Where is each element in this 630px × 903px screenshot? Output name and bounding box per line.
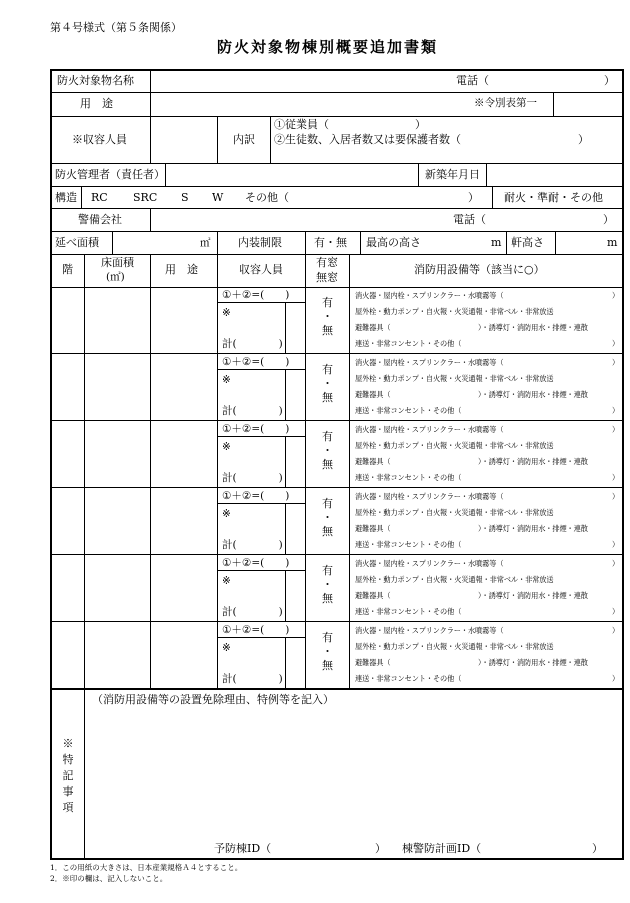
vline [150, 69, 151, 163]
row-equipment-line4: 連送・非常コンセント・その他（ [355, 473, 462, 482]
paren-close: ） [612, 406, 620, 415]
vline [81, 186, 82, 208]
paren-close: ） [612, 291, 620, 300]
hline [50, 231, 623, 232]
label-building-name: 防火対象物名称 [57, 74, 134, 87]
col-area: 床面積 [101, 256, 134, 269]
cap-divider [217, 436, 305, 437]
label-breakdown: 内訳 [233, 133, 255, 146]
col-capacity: 収容人員 [239, 263, 283, 276]
row-capacity-total: 計( ) [222, 539, 283, 551]
vline [150, 254, 151, 689]
row-capacity-mark: ※ [222, 307, 231, 319]
vline [349, 254, 350, 689]
vline [84, 254, 85, 689]
vline [217, 254, 218, 689]
cap-divider [285, 369, 286, 420]
row-window-no: 無 [322, 592, 333, 605]
label-fire-manager: 防火管理者（責任者） [55, 168, 165, 181]
frame-left [50, 69, 52, 859]
frame-bottom [50, 858, 624, 860]
row-window-yes: 有 [322, 296, 333, 309]
label-ordinance-table: ※令別表第一 [474, 97, 537, 109]
row-capacity-mark: ※ [222, 642, 231, 654]
paren-close: ） [612, 559, 620, 568]
structure-rc: RC [91, 191, 108, 204]
row-equipment-line3b: ）・誘導灯・消防用水・排煙・連散 [478, 457, 588, 466]
vline [492, 186, 493, 208]
label-police-id: 棟警防計画ID（ [402, 842, 482, 855]
row-capacity-sum: ①＋②=( ) [222, 557, 290, 569]
row-equipment-line3: 避難器具（ [355, 457, 391, 466]
label-interior-limit: 内装制限 [238, 236, 282, 249]
vline [506, 231, 507, 254]
row-capacity-sum: ①＋②=( ) [222, 423, 290, 435]
row-window-yes: 有 [322, 631, 333, 644]
row-equipment-line3b: ）・誘導灯・消防用水・排煙・連散 [478, 591, 588, 600]
col-equipment: 消防用設備等（該当に○） [414, 263, 545, 276]
row-equipment-line3: 避難器具（ [355, 591, 391, 600]
row-capacity-total: 計( ) [222, 472, 283, 484]
row-window-no: 無 [322, 458, 333, 471]
cap-divider [217, 570, 305, 571]
label-use: 用 途 [80, 97, 113, 110]
unit-m: m [491, 236, 502, 249]
row-window-no: 無 [322, 525, 333, 538]
row-equipment-line3: 避難器具（ [355, 524, 391, 533]
row-window-yes: 有 [322, 564, 333, 577]
paren-close: ） [612, 358, 620, 367]
row-equipment-line2: 屋外栓・動力ポンプ・自火報・火災通報・非常ベル・非常放送 [355, 441, 554, 450]
hline [50, 186, 623, 187]
cap-divider [285, 503, 286, 554]
row-window-yes: 有 [322, 430, 333, 443]
paren-close: ） [612, 540, 620, 549]
row-equipment-line3: 避難器具（ [355, 390, 391, 399]
paren-close: ） [612, 425, 620, 434]
row-equipment-line1: 消火器・屋内栓・スプリンクラー・水噴霧等（ [355, 559, 504, 568]
unit-m: m [607, 236, 618, 249]
label-phone: 電話（ [453, 213, 486, 226]
row-capacity-total: 計( ) [222, 606, 283, 618]
row-divider [50, 688, 623, 689]
structure-other: その他（ [245, 191, 289, 204]
interior-yes-no: 有・無 [314, 236, 347, 249]
hline [50, 163, 623, 164]
row-divider [50, 554, 623, 555]
vline [305, 231, 306, 254]
row-window-dot: ・ [322, 578, 333, 591]
paren-close: ） [468, 191, 479, 204]
paren-close: ） [415, 118, 426, 131]
row-equipment-line1: 消火器・屋内栓・スプリンクラー・水噴霧等（ [355, 626, 504, 635]
label-employees: ①従業員（ [274, 118, 329, 131]
paren-close: ） [603, 213, 614, 226]
row-capacity-sum: ①＋②=( ) [222, 624, 290, 636]
row-capacity-total: 計( ) [222, 405, 283, 417]
col-windowless: 無窓 [316, 271, 338, 284]
label-floor-area-total: 延べ面積 [55, 236, 99, 249]
row-equipment-line3: 避難器具（ [355, 323, 391, 332]
paren-close: ） [578, 133, 589, 146]
row-equipment-line2: 屋外栓・動力ポンプ・自火報・火災通報・非常ベル・非常放送 [355, 575, 554, 584]
unit-sqm: ㎡ [200, 237, 211, 249]
hline [50, 92, 623, 93]
paren-close: ） [612, 607, 620, 616]
vline [553, 92, 554, 116]
row-equipment-line3b: ）・誘導灯・消防用水・排煙・連散 [478, 390, 588, 399]
hline [50, 254, 623, 255]
row-divider [50, 353, 623, 354]
row-window-dot: ・ [322, 310, 333, 323]
structure-src: SRC [133, 191, 158, 204]
row-divider [50, 621, 623, 622]
vline [270, 116, 271, 163]
label-security: 警備会社 [78, 213, 122, 226]
label-max-height: 最高の高さ [366, 236, 421, 249]
hline [50, 208, 623, 209]
label-structure: 構造 [55, 191, 77, 204]
row-window-yes: 有 [322, 363, 333, 376]
cap-divider [217, 369, 305, 370]
row-equipment-line2: 屋外栓・動力ポンプ・自火報・火災通報・非常ベル・非常放送 [355, 307, 554, 316]
row-equipment-line4: 連送・非常コンセント・その他（ [355, 406, 462, 415]
row-equipment-line2: 屋外栓・動力ポンプ・自火報・火災通報・非常ベル・非常放送 [355, 642, 554, 651]
label-prevention-id: 予防棟ID（ [214, 842, 272, 855]
paren-close: ） [612, 626, 620, 635]
cap-divider [285, 436, 286, 487]
label-built-date: 新築年月日 [425, 168, 480, 181]
label-students: ②生徒数、入居者数又は要保護者数（ [274, 133, 461, 146]
label-capacity: ※収容人員 [72, 133, 127, 146]
vline [555, 231, 556, 254]
paren-close: ） [612, 473, 620, 482]
footnote-1: 1．この用紙の大きさは、日本産業規格Ａ４とすること。 [50, 863, 243, 872]
row-divider [50, 420, 623, 421]
label-eave-height: 軒高さ [511, 236, 544, 249]
row-equipment-line4: 連送・非常コンセント・その他（ [355, 339, 462, 348]
label-fire-resist: 耐火・準耐・その他 [504, 191, 603, 204]
vline [305, 254, 306, 689]
hline [50, 116, 623, 117]
row-window-no: 無 [322, 391, 333, 404]
paren-close: ） [592, 842, 603, 855]
vline [150, 208, 151, 231]
row-window-dot: ・ [322, 511, 333, 524]
row-equipment-line4: 連送・非常コンセント・その他（ [355, 607, 462, 616]
vline [112, 231, 113, 254]
row-equipment-line3: 避難器具（ [355, 658, 391, 667]
col-floor: 階 [62, 263, 73, 276]
row-equipment-line3b: ）・誘導灯・消防用水・排煙・連散 [478, 323, 588, 332]
row-equipment-line1: 消火器・屋内栓・スプリンクラー・水噴霧等（ [355, 425, 504, 434]
row-window-dot: ・ [322, 444, 333, 457]
footnote-2: 2．※印の欄は、記入しないこと。 [50, 874, 168, 883]
vline [418, 163, 419, 186]
form-number: 第４号様式（第５条関係） [50, 21, 182, 34]
row-equipment-line3b: ）・誘導灯・消防用水・排煙・連散 [478, 524, 588, 533]
row-equipment-line1: 消火器・屋内栓・スプリンクラー・水噴霧等（ [355, 358, 504, 367]
frame-right [622, 69, 624, 859]
col-area-unit: (㎡) [106, 271, 125, 283]
page-title: 防火対象物棟別概要追加書類 [217, 38, 439, 56]
row-equipment-line1: 消火器・屋内栓・スプリンクラー・水噴霧等（ [355, 492, 504, 501]
paren-close: ） [604, 74, 615, 87]
paren-close: ） [375, 842, 386, 855]
frame-top [50, 69, 623, 71]
row-capacity-mark: ※ [222, 441, 231, 453]
hline [50, 689, 623, 690]
row-window-no: 無 [322, 324, 333, 337]
vline [84, 689, 85, 859]
row-window-no: 無 [322, 659, 333, 672]
vline [217, 116, 218, 163]
structure-w: W [212, 191, 224, 204]
row-equipment-line4: 連送・非常コンセント・その他（ [355, 540, 462, 549]
row-window-dot: ・ [322, 645, 333, 658]
row-capacity-sum: ①＋②=( ) [222, 356, 290, 368]
special-side-label: ※特記事項 [62, 737, 74, 814]
label-phone: 電話（ [456, 74, 489, 87]
row-capacity-sum: ①＋②=( ) [222, 490, 290, 502]
paren-close: ） [612, 492, 620, 501]
row-capacity-sum: ①＋②=( ) [222, 289, 290, 301]
vline [165, 163, 166, 186]
special-heading: （消防用設備等の設置免除理由、特例等を記入） [92, 693, 334, 706]
row-capacity-mark: ※ [222, 575, 231, 587]
row-capacity-total: 計( ) [222, 338, 283, 350]
col-use: 用 途 [165, 263, 198, 276]
row-capacity-total: 計( ) [222, 673, 283, 685]
cap-divider [217, 637, 305, 638]
structure-s: S [181, 191, 189, 204]
row-equipment-line2: 屋外栓・動力ポンプ・自火報・火災通報・非常ベル・非常放送 [355, 508, 554, 517]
vline [360, 231, 361, 254]
row-capacity-mark: ※ [222, 374, 231, 386]
row-equipment-line3b: ）・誘導灯・消防用水・排煙・連散 [478, 658, 588, 667]
cap-divider [285, 570, 286, 621]
hline [50, 287, 623, 288]
vline [217, 231, 218, 254]
cap-divider [285, 302, 286, 353]
paren-close: ） [612, 674, 620, 683]
cap-divider [217, 503, 305, 504]
cap-divider [285, 637, 286, 688]
row-equipment-line4: 連送・非常コンセント・その他（ [355, 674, 462, 683]
row-capacity-mark: ※ [222, 508, 231, 520]
col-windowless: 有窓 [316, 256, 338, 269]
cap-divider [217, 302, 305, 303]
paren-close: ） [612, 339, 620, 348]
row-equipment-line1: 消火器・屋内栓・スプリンクラー・水噴霧等（ [355, 291, 504, 300]
vline [486, 163, 487, 186]
row-window-dot: ・ [322, 377, 333, 390]
row-window-yes: 有 [322, 497, 333, 510]
row-divider [50, 487, 623, 488]
row-equipment-line2: 屋外栓・動力ポンプ・自火報・火災通報・非常ベル・非常放送 [355, 374, 554, 383]
